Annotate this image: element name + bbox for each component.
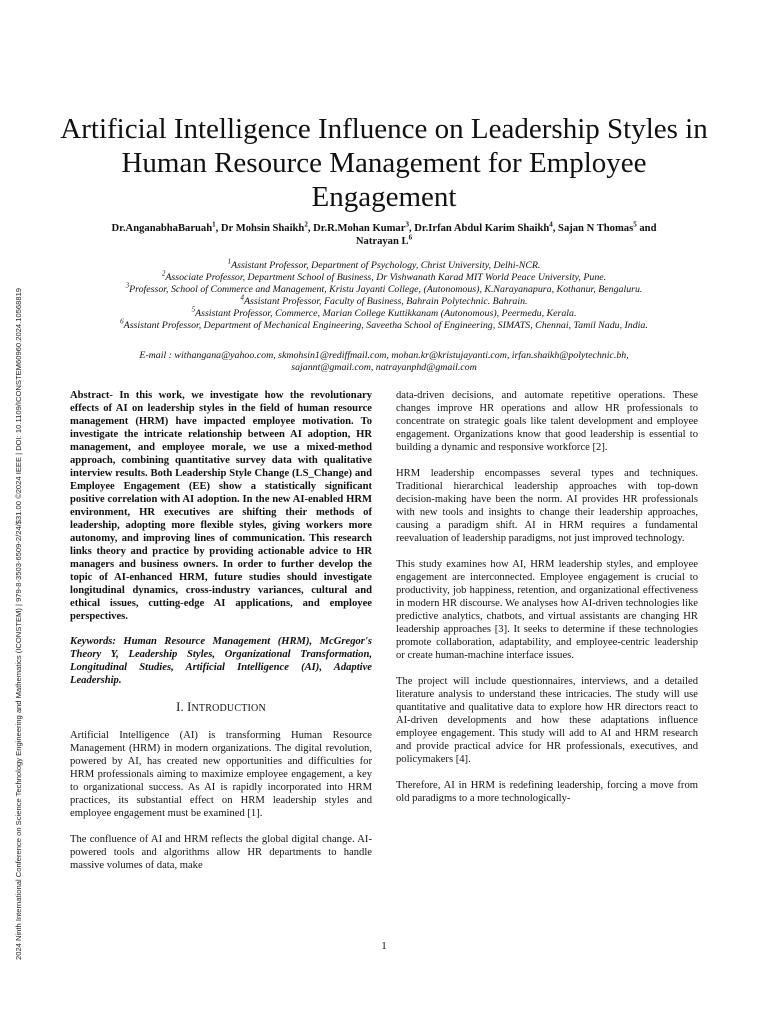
author-name: Dr Mohsin Shaikh (220, 223, 305, 234)
abstract: Abstract- In this work, we investigate how the revolutionary effects of AI on leadership styles in the field of human resource management (HRM) have impacted employee motivation. To investigate the intricate relationship between AI adoption, HR management, and employee morale, we use a mixed-method approach, combining quantitative survey data with qualitative interview results. Both Leadership Style Change (LS_Change) and Employee Engagement (EE) show a statistically significant positive correlation with AI adoption. In the new AI-enabled HRM environment, HR executives are shifting their methods of leadership, adopting more flexible styles, giving workers more autonomy, and improving lines of communication. This research links theory and practice by providing actionable advice to HR managers and business owners. In order to further develop the topic of AI-enhanced HRM, future studies should investigate longitudinal dynamics, cross-industry variances, cultural and ethical issues, cutting-edge AI applications, and employee perspectives. (70, 390, 372, 622)
right-column (396, 389, 698, 805)
doi-sidebar-text: 2024 Ninth International Conference on Science Technology Engineering and Mathematics (ICONSTEM) | 979-8-3503-6509-2/24/$31.00 ©2024 IEEE | DOI: 10.1109/ICONSTEM60960.2024.10568819 (14, 287, 23, 960)
affiliation (40, 257, 728, 272)
paper-title: Artificial Intelligence Influence on Leadership Styles in Human Resource Management for Employee Engagement (60, 113, 708, 213)
affiliation-sup: 5 (191, 305, 196, 314)
author-name: Natrayan L (355, 236, 409, 247)
affiliation (40, 281, 728, 296)
author-name: Dr.AnganabhaBaruah (111, 223, 213, 234)
author-sup: 3 (405, 220, 409, 229)
affiliation (40, 305, 728, 320)
section-heading (70, 701, 372, 715)
author-sup: 4 (549, 220, 553, 229)
keywords: Keywords: Human Resource Management (HRM), McGregor's Theory Y, Leadership Styles, Organizational Transformation, Longitudinal Studies, Artificial Intelligence (AI), Adaptive Leadership. (70, 636, 372, 686)
body-paragraph: HRM leadership encompasses several types and techniques. Traditional hierarchical leadership approaches with top-down decision-making have been the norm. AI provides HR professionals with new tools and insights to change their leadership approaches, causing a paradigm shift. AI in HRM requires a fundamental reevaluation of leadership paradigms, not just improved technology. (396, 468, 698, 544)
author-sup: 1 (212, 220, 216, 229)
affiliation-text: Assistant Professor, Commerce, Marian College Kuttikkanam (Autonomous), Peermedu, Kerala. (195, 308, 577, 319)
section-first-letter: I (187, 700, 192, 714)
authors-connector: and (639, 223, 657, 234)
author-sup: 6 (408, 233, 413, 242)
affiliation-text: Assistant Professor, Department of Psychology, Christ University, Delhi-NCR. (231, 260, 541, 271)
author-name: Sajan N Thomas (558, 223, 634, 234)
affiliation (40, 293, 728, 308)
author-name: Dr.R.Mohan Kumar (313, 223, 406, 234)
body-paragraph: data-driven decisions, and automate repetitive operations. These changes improve HR operations and allow HR professionals to concentrate on strategic goals like talent development and employee engagement. Organizations know that good leadership is essential to building a dynamic and responsive workforce [2]. (396, 390, 698, 453)
email-block (60, 350, 708, 374)
body-paragraph: Artificial Intelligence (AI) is transforming Human Resource Management (HRM) in modern organizations. The digital revolution, powered by AI, has created new opportunities and difficulties for HRM professionals aiming to maximize employee engagement, a key to organizational success. As AI is rapidly incorporated into HRM practices, its substantial effect on HRM leadership styles and employee engagement must be examined [1]. (70, 730, 372, 819)
affiliation-text: Professor, School of Commerce and Management, Kristu Jayanti College, (Autonomous), K.Narayanapura, Kothanur, Bengaluru. (129, 284, 643, 295)
author-list: Dr.AnganabhaBaruah$^1$, Dr Mohsin Shaikh$^2$, Dr.R.Mohan Kumar$^3$, Dr.Irfan Abdul Karim Shaikh$^4$, Sajan N Thomas$^5$ and Natrayan $L^6$ (111, 220, 657, 247)
section-numeral: I. (176, 700, 184, 714)
affiliation-list (40, 257, 728, 332)
body-paragraph: Therefore, AI in HRM is redefining leadership, forcing a move from old paradigms to a more technologically- (396, 780, 698, 804)
body-paragraph: This study examines how AI, HRM leadership styles, and employee engagement are interconnected. Employee engagement is crucial to productivity, job happiness, retention, and organizational effectiveness in modern HR discourse. We analyses how AI-driven technologies like predictive analytics, chatbots, and virtual assistants are changing HR leadership approaches [3]. It seeks to determine if these technologies promote collaboration, adaptability, and employee-centric leadership or create human-machine interface issues. (396, 559, 698, 661)
body-paragraph: The confluence of AI and HRM reflects the global digital change. AI-powered tools and algorithms allow HR departments to handle massive volumes of data, make (70, 834, 372, 871)
affiliation-sup: 1 (227, 257, 232, 266)
affiliation-sup: 3 (125, 281, 130, 290)
affiliation-text: Assistant Professor, Faculty of Business, Bahrain Polytechnic. Bahrain. (243, 296, 528, 307)
body-paragraph: The project will include questionnaires, interviews, and a detailed literature analysis to understand these intricacies. The study will use quantitative and qualitative data to explore how HR directors react to AI-driven developments and how these adaptations influence employee engagement. This study will add to AI and HRM research and provide practical advice for HR professionals, executives, and policymakers [4]. (396, 676, 698, 765)
affiliation-sup: 4 (240, 293, 244, 302)
affiliation-text: Assistant Professor, Department of Mechanical Engineering, Saveetha School of Engineering, SIMATS, Chennai, Tamil Nadu, India. (123, 320, 648, 331)
doi-sidebar (4, 170, 24, 960)
affiliation-sup: 6 (120, 317, 124, 326)
affiliation-sup: 2 (161, 269, 166, 278)
email-line: E-mail : withangana@yahoo.com, skmohsin1@rediffmail.com, mohan.kr@kristujayanti.com, irfan.shaikh@polytechnic.bh, (139, 350, 629, 361)
author-sup: 2 (304, 220, 308, 229)
author-sup: 5 (633, 220, 637, 229)
email-line: sajannt@gmail.com, natrayanphd@gmail.com (291, 362, 477, 373)
affiliation (40, 317, 728, 332)
page-number: 1 (381, 940, 387, 952)
affiliation (40, 269, 728, 284)
left-column (70, 389, 372, 872)
section-rest: NTRODUCTION (191, 703, 266, 714)
author-name: Dr.Irfan Abdul Karim Shaikh (414, 223, 550, 234)
affiliation-text: Associate Professor, Department School of Business, Dr Vishwanath Karad MIT World Peace University, Pune. (165, 272, 607, 283)
